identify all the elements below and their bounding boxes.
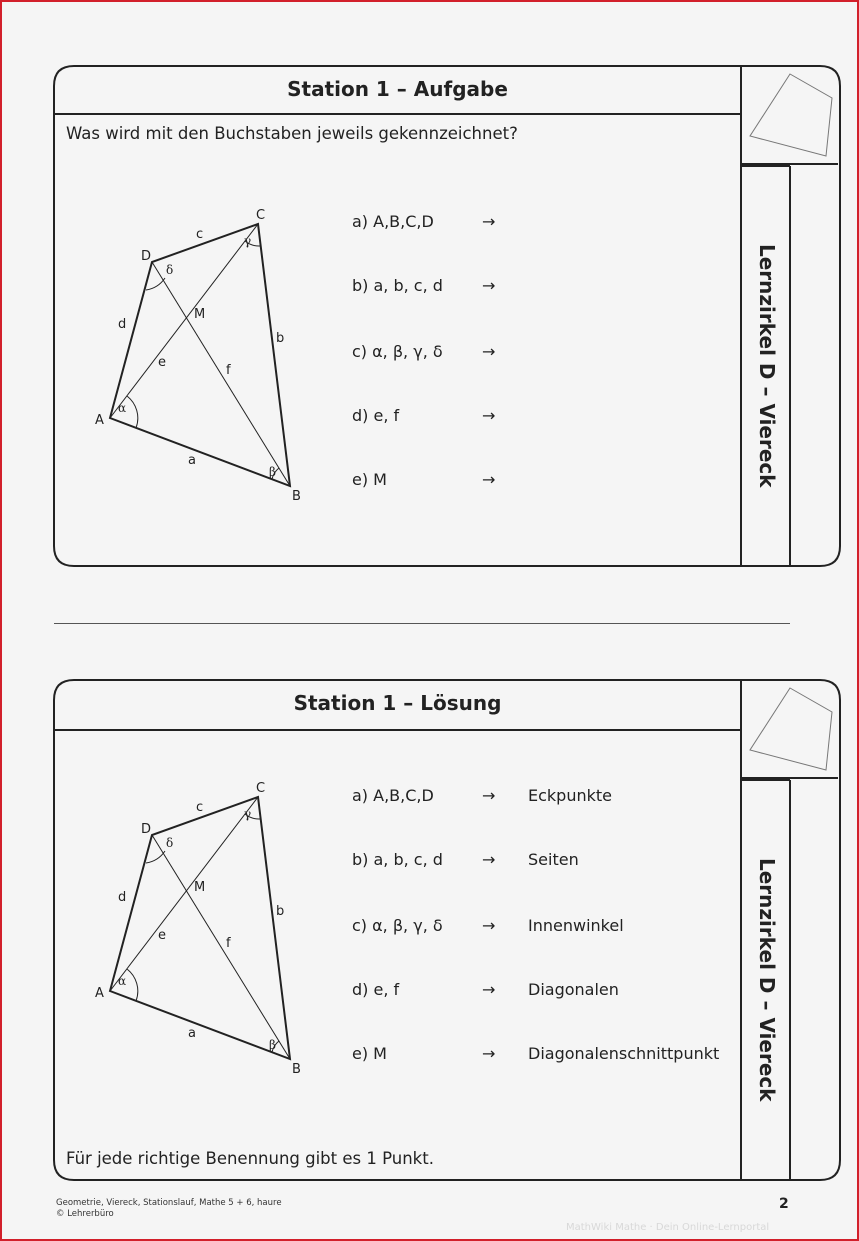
side-a-label: a — [188, 453, 196, 468]
item-question: e) M — [352, 1044, 387, 1063]
item-question: d) e, f — [352, 980, 400, 999]
side-b-label: b — [276, 331, 285, 346]
arrow-icon: → — [482, 276, 496, 295]
arrow-icon: → — [482, 212, 496, 231]
arrow-icon: → — [482, 1044, 496, 1063]
item-question: a) A,B,C,D — [352, 786, 434, 805]
arrow-icon: → — [482, 342, 496, 361]
item-answer: Diagonalenschnittpunkt — [528, 1044, 720, 1063]
footer-copyright: © Lehrerbüro — [56, 1209, 114, 1219]
vertex-a-label: A — [95, 986, 104, 1001]
side-d-label: d — [118, 317, 127, 332]
item-question: c) α, β, γ, δ — [352, 916, 443, 935]
side-label-text: Lernzirkel D – Viereck — [755, 244, 779, 488]
quadrilateral-thumbnail-icon — [744, 680, 840, 778]
angle-gamma-label: γ — [244, 234, 252, 248]
card-title: Station 1 – Lösung — [293, 691, 502, 715]
angle-beta-label: β — [269, 465, 276, 479]
arrow-icon: → — [482, 850, 496, 869]
side-c-label: c — [196, 800, 204, 815]
item-answer: Diagonalen — [528, 980, 619, 999]
item-question: b) a, b, c, d — [352, 850, 443, 869]
card-title: Station 1 – Aufgabe — [287, 77, 508, 101]
diagonal-f-label: f — [226, 936, 231, 951]
intersection-m-label: M — [194, 307, 206, 322]
item-question: b) a, b, c, d — [352, 276, 443, 295]
scoring-note: Für jede richtige Benennung gibt es 1 Punkt. — [66, 1149, 434, 1168]
side-c-label: c — [196, 227, 204, 242]
page-number: 2 — [779, 1196, 789, 1212]
quadrilateral-figure — [92, 204, 312, 504]
footer-source: Geometrie, Viereck, Stationslauf, Mathe 5 + 6, haure — [56, 1198, 282, 1208]
diagonal-e-label: e — [158, 355, 166, 370]
vertex-b-label: B — [292, 489, 301, 504]
task-question: Was wird mit den Buchstaben jeweils gekennzeichnet? — [66, 124, 518, 143]
vertex-d-label: D — [141, 822, 152, 837]
side-label — [744, 166, 790, 566]
side-a-label: a — [188, 1026, 196, 1041]
side-d-label: d — [118, 890, 127, 905]
arrow-icon: → — [482, 786, 496, 805]
side-b-label: b — [276, 904, 285, 919]
item-question: e) M — [352, 470, 387, 489]
cut-line-divider — [54, 623, 790, 624]
side-label-text: Lernzirkel D – Viereck — [755, 858, 779, 1102]
vertex-d-label: D — [141, 249, 152, 264]
arrow-icon: → — [482, 470, 496, 489]
item-answer: Innenwinkel — [528, 916, 624, 935]
angle-delta-label: δ — [166, 263, 174, 277]
angle-gamma-label: γ — [244, 807, 252, 821]
vertex-c-label: C — [256, 781, 266, 796]
item-answer: Seiten — [528, 850, 579, 869]
arrow-icon: → — [482, 406, 496, 425]
vertex-b-label: B — [292, 1062, 301, 1077]
angle-alpha-label: α — [118, 401, 127, 415]
intersection-m-label: M — [194, 880, 206, 895]
item-question: a) A,B,C,D — [352, 212, 434, 231]
diagonal-e-label: e — [158, 928, 166, 943]
arrow-icon: → — [482, 980, 496, 999]
quadrilateral-thumbnail-icon — [744, 66, 840, 164]
task-card — [54, 66, 840, 566]
vertex-c-label: C — [256, 208, 266, 223]
vertex-a-label: A — [95, 413, 104, 428]
arrow-icon: → — [482, 916, 496, 935]
item-question: d) e, f — [352, 406, 400, 425]
item-answer: Eckpunkte — [528, 786, 612, 805]
angle-delta-label: δ — [166, 836, 174, 850]
quadrilateral-figure — [92, 777, 312, 1077]
angle-beta-label: β — [269, 1038, 276, 1052]
angle-alpha-label: α — [118, 974, 127, 988]
side-label — [744, 780, 790, 1180]
watermark: MathWiki Mathe · Dein Online-Lernportal — [566, 1222, 770, 1233]
item-question: c) α, β, γ, δ — [352, 342, 443, 361]
page-footer — [56, 1198, 282, 1220]
solution-card — [54, 680, 840, 1180]
diagonal-f-label: f — [226, 363, 231, 378]
